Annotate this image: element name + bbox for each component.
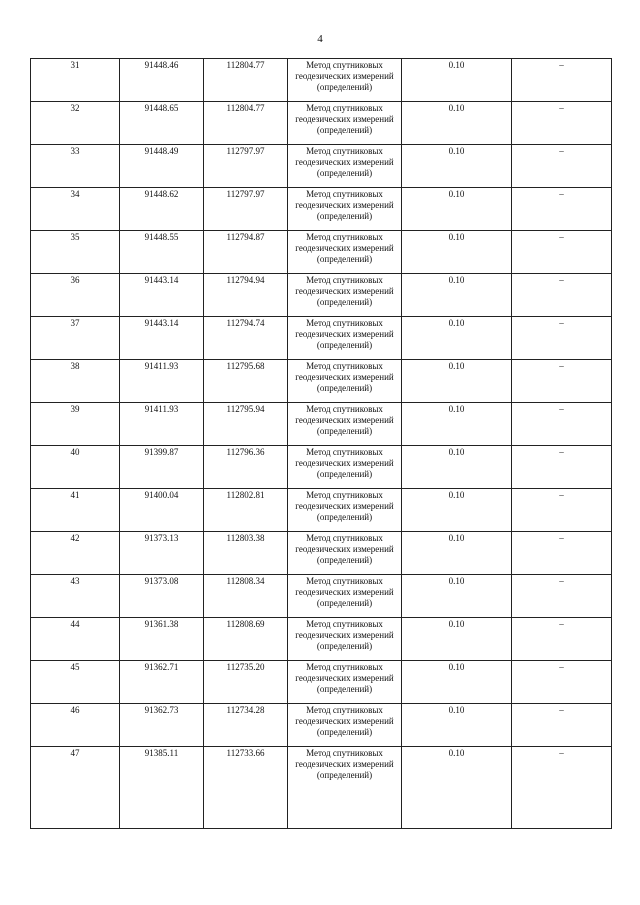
x-coordinate-cell: 91448.65 bbox=[120, 102, 204, 145]
method-cell: Метод спутниковых геодезических измерений (определений) bbox=[288, 747, 402, 829]
table-row bbox=[31, 317, 612, 360]
table-row bbox=[31, 446, 612, 489]
accuracy-cell: 0.10 bbox=[402, 661, 512, 704]
accuracy-cell: 0.10 bbox=[402, 59, 512, 102]
method-cell: Метод спутниковых геодезических измерений (определений) bbox=[288, 575, 402, 618]
accuracy-cell: 0.10 bbox=[402, 618, 512, 661]
method-cell: Метод спутниковых геодезических измерений (определений) bbox=[288, 403, 402, 446]
accuracy-cell: 0.10 bbox=[402, 274, 512, 317]
x-coordinate-cell: 91399.87 bbox=[120, 446, 204, 489]
x-coordinate-cell: 91448.62 bbox=[120, 188, 204, 231]
y-coordinate-cell: 112808.34 bbox=[204, 575, 288, 618]
x-coordinate-cell: 91411.93 bbox=[120, 360, 204, 403]
x-coordinate-cell: 91411.93 bbox=[120, 403, 204, 446]
y-coordinate-cell: 112794.94 bbox=[204, 274, 288, 317]
x-coordinate-cell: 91373.08 bbox=[120, 575, 204, 618]
accuracy-cell: 0.10 bbox=[402, 360, 512, 403]
point-number-cell: 44 bbox=[31, 618, 120, 661]
table-row bbox=[31, 403, 612, 446]
x-coordinate-cell: 91373.13 bbox=[120, 532, 204, 575]
y-coordinate-cell: 112804.77 bbox=[204, 102, 288, 145]
y-coordinate-cell: 112794.87 bbox=[204, 231, 288, 274]
method-cell: Метод спутниковых геодезических измерений (определений) bbox=[288, 360, 402, 403]
point-number-cell: 33 bbox=[31, 145, 120, 188]
method-cell: Метод спутниковых геодезических измерений (определений) bbox=[288, 274, 402, 317]
method-cell: Метод спутниковых геодезических измерений (определений) bbox=[288, 102, 402, 145]
accuracy-cell: 0.10 bbox=[402, 102, 512, 145]
x-coordinate-cell: 91443.14 bbox=[120, 274, 204, 317]
table-row bbox=[31, 274, 612, 317]
note-cell: – bbox=[512, 661, 612, 704]
method-cell: Метод спутниковых геодезических измерений (определений) bbox=[288, 231, 402, 274]
note-cell: – bbox=[512, 231, 612, 274]
x-coordinate-cell: 91362.73 bbox=[120, 704, 204, 747]
table-row bbox=[31, 618, 612, 661]
method-cell: Метод спутниковых геодезических измерений (определений) bbox=[288, 59, 402, 102]
accuracy-cell: 0.10 bbox=[402, 704, 512, 747]
table-row bbox=[31, 231, 612, 274]
note-cell: – bbox=[512, 618, 612, 661]
note-cell: – bbox=[512, 145, 612, 188]
point-number-cell: 45 bbox=[31, 661, 120, 704]
point-number-cell: 47 bbox=[31, 747, 120, 829]
note-cell: – bbox=[512, 188, 612, 231]
table-row bbox=[31, 102, 612, 145]
x-coordinate-cell: 91400.04 bbox=[120, 489, 204, 532]
table-row bbox=[31, 575, 612, 618]
note-cell: – bbox=[512, 360, 612, 403]
method-cell: Метод спутниковых геодезических измерений (определений) bbox=[288, 532, 402, 575]
point-number-cell: 40 bbox=[31, 446, 120, 489]
note-cell: – bbox=[512, 446, 612, 489]
note-cell: – bbox=[512, 102, 612, 145]
point-number-cell: 35 bbox=[31, 231, 120, 274]
method-cell: Метод спутниковых геодезических измерений (определений) bbox=[288, 704, 402, 747]
point-number-cell: 31 bbox=[31, 59, 120, 102]
table-row bbox=[31, 145, 612, 188]
accuracy-cell: 0.10 bbox=[402, 446, 512, 489]
accuracy-cell: 0.10 bbox=[402, 532, 512, 575]
accuracy-cell: 0.10 bbox=[402, 231, 512, 274]
y-coordinate-cell: 112802.81 bbox=[204, 489, 288, 532]
point-number-cell: 46 bbox=[31, 704, 120, 747]
note-cell: – bbox=[512, 59, 612, 102]
note-cell: – bbox=[512, 575, 612, 618]
x-coordinate-cell: 91448.55 bbox=[120, 231, 204, 274]
x-coordinate-cell: 91361.38 bbox=[120, 618, 204, 661]
y-coordinate-cell: 112796.36 bbox=[204, 446, 288, 489]
accuracy-cell: 0.10 bbox=[402, 145, 512, 188]
method-cell: Метод спутниковых геодезических измерений (определений) bbox=[288, 661, 402, 704]
x-coordinate-cell: 91385.11 bbox=[120, 747, 204, 829]
method-cell: Метод спутниковых геодезических измерений (определений) bbox=[288, 145, 402, 188]
point-number-cell: 41 bbox=[31, 489, 120, 532]
table-row bbox=[31, 747, 612, 829]
table-row bbox=[31, 704, 612, 747]
y-coordinate-cell: 112797.97 bbox=[204, 145, 288, 188]
point-number-cell: 37 bbox=[31, 317, 120, 360]
x-coordinate-cell: 91362.71 bbox=[120, 661, 204, 704]
accuracy-cell: 0.10 bbox=[402, 489, 512, 532]
y-coordinate-cell: 112795.94 bbox=[204, 403, 288, 446]
accuracy-cell: 0.10 bbox=[402, 317, 512, 360]
point-number-cell: 43 bbox=[31, 575, 120, 618]
table-row bbox=[31, 360, 612, 403]
point-number-cell: 34 bbox=[31, 188, 120, 231]
accuracy-cell: 0.10 bbox=[402, 188, 512, 231]
note-cell: – bbox=[512, 317, 612, 360]
note-cell: – bbox=[512, 274, 612, 317]
note-cell: – bbox=[512, 747, 612, 829]
x-coordinate-cell: 91448.46 bbox=[120, 59, 204, 102]
y-coordinate-cell: 112733.66 bbox=[204, 747, 288, 829]
y-coordinate-cell: 112795.68 bbox=[204, 360, 288, 403]
y-coordinate-cell: 112734.28 bbox=[204, 704, 288, 747]
accuracy-cell: 0.10 bbox=[402, 747, 512, 829]
table-row bbox=[31, 59, 612, 102]
y-coordinate-cell: 112808.69 bbox=[204, 618, 288, 661]
y-coordinate-cell: 112804.77 bbox=[204, 59, 288, 102]
method-cell: Метод спутниковых геодезических измерений (определений) bbox=[288, 446, 402, 489]
point-number-cell: 36 bbox=[31, 274, 120, 317]
table-row bbox=[31, 661, 612, 704]
table-row bbox=[31, 532, 612, 575]
point-number-cell: 32 bbox=[31, 102, 120, 145]
note-cell: – bbox=[512, 532, 612, 575]
y-coordinate-cell: 112735.20 bbox=[204, 661, 288, 704]
method-cell: Метод спутниковых геодезических измерений (определений) bbox=[288, 618, 402, 661]
y-coordinate-cell: 112794.74 bbox=[204, 317, 288, 360]
y-coordinate-cell: 112797.97 bbox=[204, 188, 288, 231]
x-coordinate-cell: 91443.14 bbox=[120, 317, 204, 360]
page-number: 4 bbox=[317, 33, 323, 45]
table-row bbox=[31, 188, 612, 231]
y-coordinate-cell: 112803.38 bbox=[204, 532, 288, 575]
note-cell: – bbox=[512, 403, 612, 446]
method-cell: Метод спутниковых геодезических измерений (определений) bbox=[288, 489, 402, 532]
method-cell: Метод спутниковых геодезических измерений (определений) bbox=[288, 188, 402, 231]
point-number-cell: 38 bbox=[31, 360, 120, 403]
accuracy-cell: 0.10 bbox=[402, 575, 512, 618]
note-cell: – bbox=[512, 489, 612, 532]
coordinates-table bbox=[30, 58, 612, 829]
table-body bbox=[31, 59, 612, 829]
point-number-cell: 42 bbox=[31, 532, 120, 575]
point-number-cell: 39 bbox=[31, 403, 120, 446]
method-cell: Метод спутниковых геодезических измерений (определений) bbox=[288, 317, 402, 360]
table-row bbox=[31, 489, 612, 532]
note-cell: – bbox=[512, 704, 612, 747]
x-coordinate-cell: 91448.49 bbox=[120, 145, 204, 188]
accuracy-cell: 0.10 bbox=[402, 403, 512, 446]
